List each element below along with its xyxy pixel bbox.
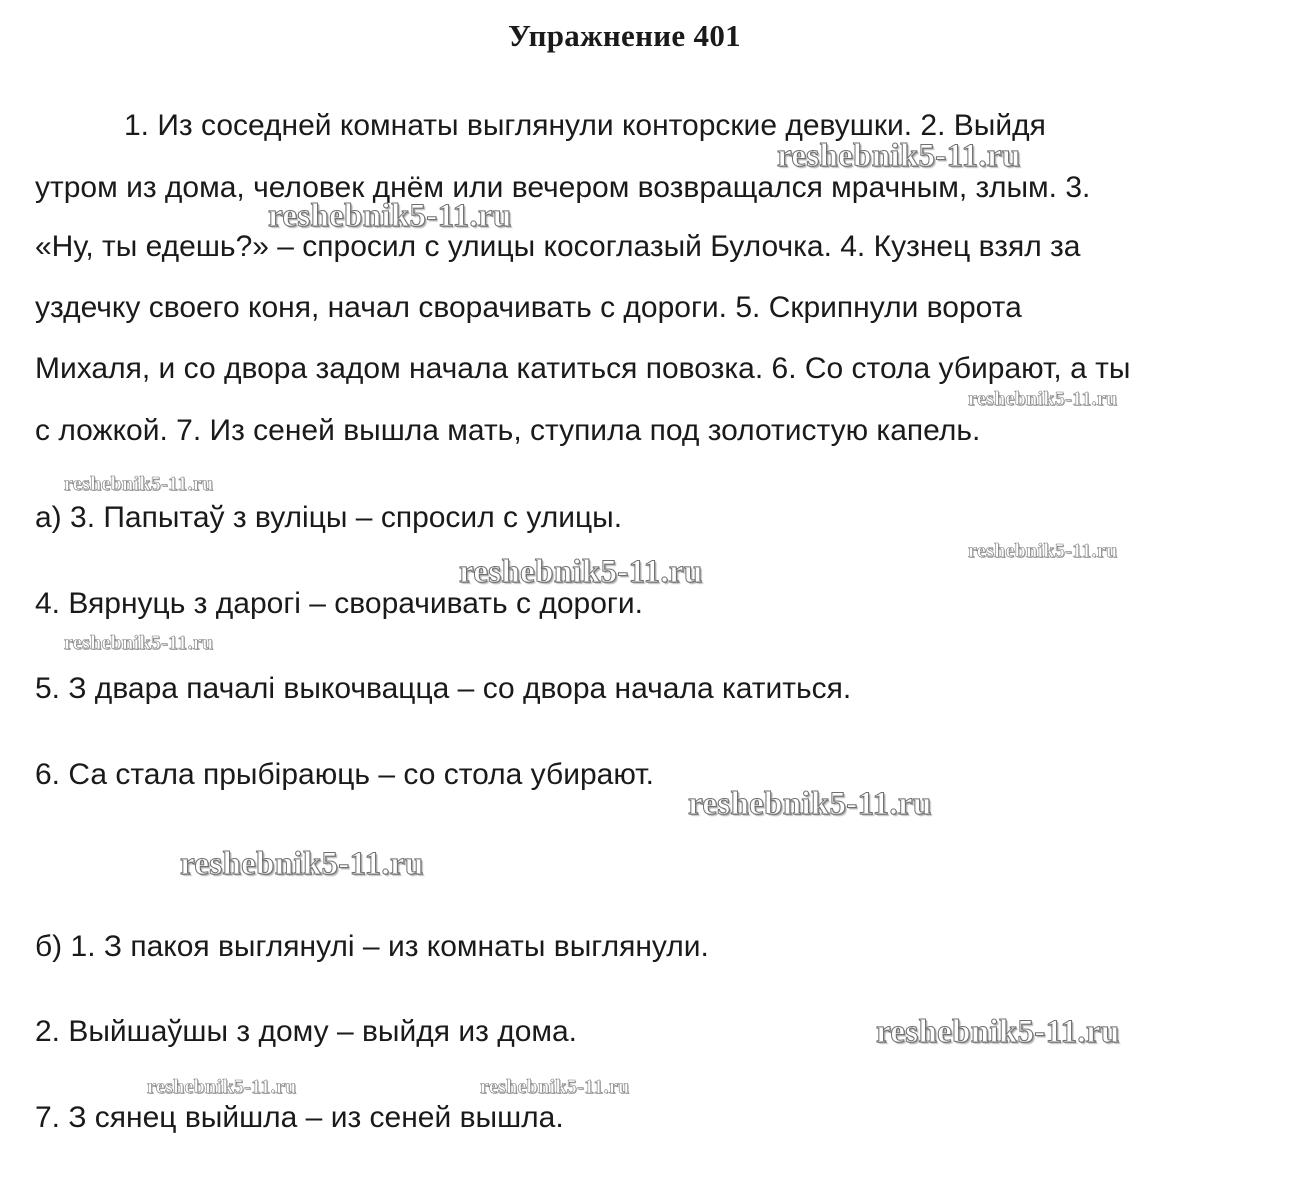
paragraph-line: Михаля, и со двора задом начала катиться повозка. 6. Со стола убирают, а ты xyxy=(35,352,1131,385)
watermark: reshebnik5-11.ru xyxy=(64,632,214,654)
answer-line: 6. Са стала прыбіраюць – со стола убирают. xyxy=(35,758,654,791)
exercise-title: Упражнение 401 xyxy=(508,18,741,53)
answer-line: 4. Вярнуць з дарогі – сворачивать с дороги. xyxy=(35,587,643,620)
paragraph-line: утром из дома, человек днём или вечером возвращался мрачным, злым. 3. xyxy=(35,171,1091,204)
watermark: reshebnik5-11.ru xyxy=(64,473,214,495)
watermark: reshebnik5-11.ru xyxy=(459,554,703,590)
watermark: reshebnik5-11.ru xyxy=(876,1014,1120,1050)
answer-line: б) 1. З пакоя выглянулі – из комнаты выглянули. xyxy=(35,930,709,963)
paragraph-line: 1. Из соседней комнаты выглянули конторские девушки. 2. Выйдя xyxy=(124,109,1046,142)
paragraph-line: уздечку своего коня, начал сворачивать с дороги. 5. Скрипнули ворота xyxy=(35,291,1022,324)
answer-line: 2. Выйшаўшы з дому – выйдя из дома. xyxy=(35,1015,578,1048)
watermark: reshebnik5-11.ru xyxy=(180,846,424,882)
answer-line: 5. З двара пачалі выкочвацца – со двора начала катиться. xyxy=(35,672,852,705)
paragraph-line: с ложкой. 7. Из сеней вышла мать, ступила под золотистую капель. xyxy=(35,414,981,447)
watermark: reshebnik5-11.ru xyxy=(968,388,1118,410)
watermark: reshebnik5-11.ru xyxy=(968,540,1118,562)
watermark: reshebnik5-11.ru xyxy=(480,1076,630,1098)
watermark: reshebnik5-11.ru xyxy=(147,1076,297,1098)
watermark: reshebnik5-11.ru xyxy=(268,198,512,234)
watermark: reshebnik5-11.ru xyxy=(688,786,932,822)
answer-line: а) 3. Папытаў з вуліцы – спросил с улицы. xyxy=(35,501,623,534)
answer-line: 7. З сянец выйшла – из сеней вышла. xyxy=(35,1101,564,1134)
paragraph-line: «Ну, ты едешь?» – спросил с улицы косоглазый Булочка. 4. Кузнец взял за xyxy=(35,230,1081,263)
watermark: reshebnik5-11.ru xyxy=(777,138,1021,174)
